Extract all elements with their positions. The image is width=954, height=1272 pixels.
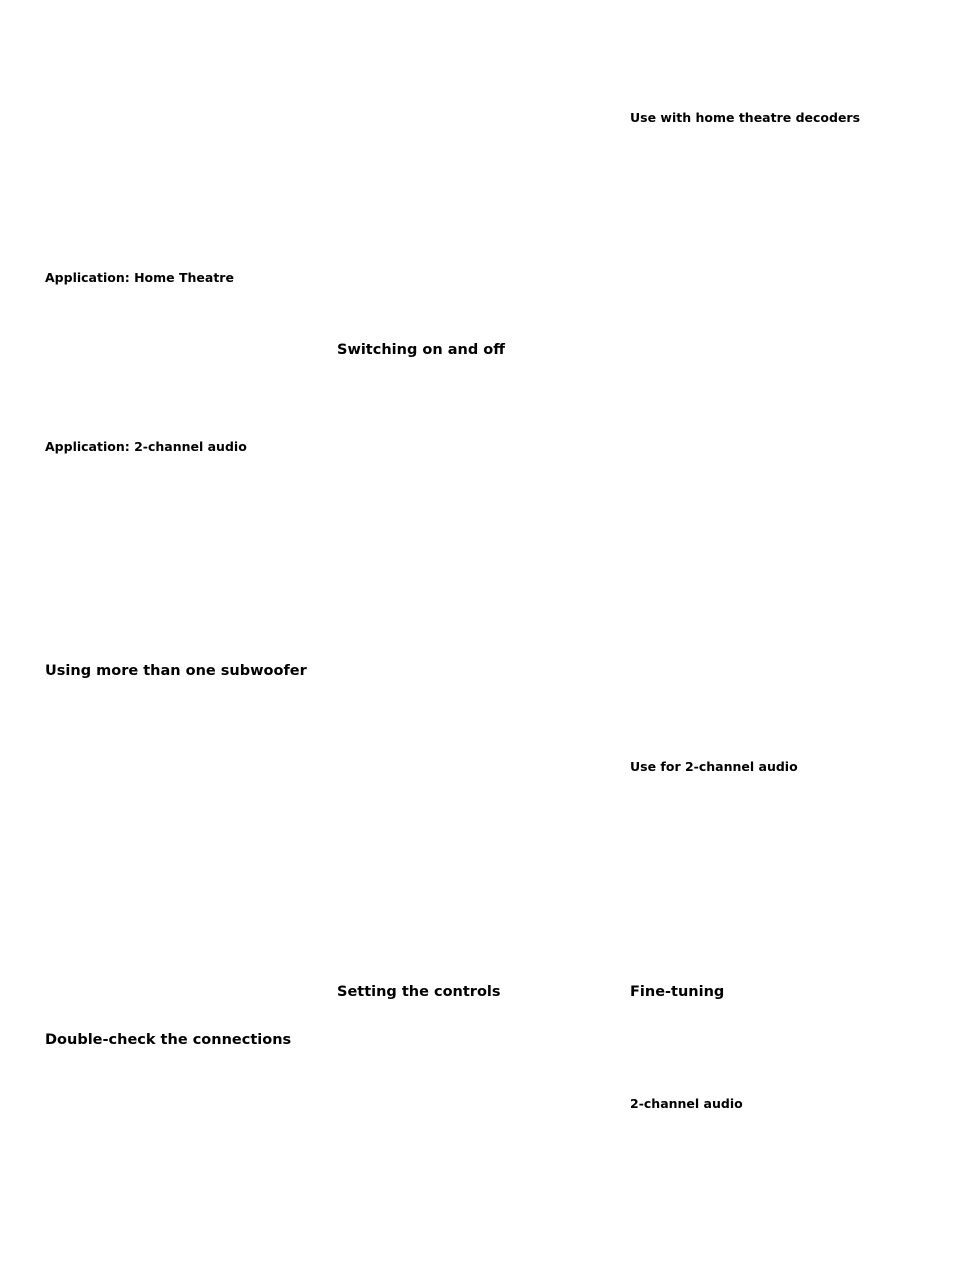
heading-switching-on-and-off: Switching on and off <box>337 342 505 358</box>
heading-use-for-2-channel-audio: Use for 2-channel audio <box>630 759 798 774</box>
heading-fine-tuning: Fine-tuning <box>630 984 725 1000</box>
heading-double-check-the-connections: Double-check the connections <box>45 1032 292 1048</box>
heading-setting-the-controls: Setting the controls <box>337 984 501 1000</box>
heading-use-with-home-theatre-decoders: Use with home theatre decoders <box>630 110 861 125</box>
heading-2-channel-audio: 2-channel audio <box>630 1096 743 1111</box>
heading-using-more-than-one-subwoofer: Using more than one subwoofer <box>45 663 307 679</box>
heading-application-home-theatre: Application: Home Theatre <box>45 270 234 285</box>
heading-application-2-channel-audio: Application: 2-channel audio <box>45 439 247 454</box>
